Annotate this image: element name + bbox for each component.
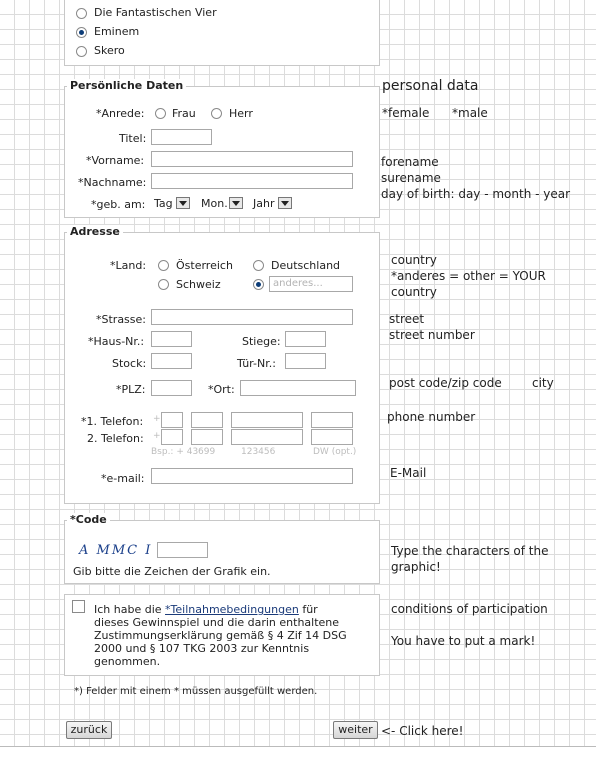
tel1-label: *1. Telefon:	[81, 415, 144, 428]
country-switzerland-label: Schweiz	[176, 278, 221, 291]
tel-hint-dw: DW (opt.)	[313, 447, 357, 457]
anrede-frau-radio[interactable]	[155, 108, 166, 119]
annotation-surename: surename	[381, 171, 441, 185]
haus-nr-input[interactable]	[151, 331, 192, 347]
stiege-label: Stiege:	[242, 335, 281, 348]
annotation-conditions: conditions of participation	[391, 602, 548, 616]
annotation-other: *anderes = other = YOUR	[391, 269, 546, 283]
month-select-chevron-down-icon[interactable]	[229, 197, 243, 209]
titel-label: Titel:	[119, 132, 147, 145]
personal-data-legend: Persönliche Daten	[67, 79, 186, 92]
email-input[interactable]	[151, 468, 353, 484]
day-select-chevron-down-icon[interactable]	[176, 197, 190, 209]
terms-link[interactable]: *Teilnahmebedingungen	[165, 603, 299, 616]
tuer-nr-input[interactable]	[285, 353, 326, 369]
country-switzerland-radio[interactable]	[158, 279, 169, 290]
anrede-herr-radio[interactable]	[211, 108, 222, 119]
terms-line-1	[94, 603, 318, 616]
strasse-label: *Strasse:	[96, 313, 146, 326]
tel2-plus: +	[153, 431, 161, 441]
email-label: *e-mail:	[101, 472, 145, 485]
annotation-mark: You have to put a mark!	[391, 634, 536, 648]
terms-checkbox[interactable]	[72, 600, 85, 613]
titel-input[interactable]	[151, 129, 212, 145]
ort-input[interactable]	[240, 380, 356, 396]
code-legend: *Code	[67, 513, 110, 526]
stock-label: Stock:	[112, 357, 147, 370]
country-germany-radio[interactable]	[253, 260, 264, 271]
annotation-click-here: <- Click here!	[381, 724, 464, 738]
annotation-phone: phone number	[387, 410, 476, 424]
annotation-country-2: country	[391, 285, 437, 299]
annotation-male: *male	[452, 106, 488, 120]
haus-nr-label: *Haus-Nr.:	[88, 335, 145, 348]
terms-line-2: dieses Gewinnspiel und die darin enthaltene	[94, 616, 340, 629]
country-austria-radio[interactable]	[158, 260, 169, 271]
annotation-city: city	[532, 376, 554, 390]
tel2-dw-input[interactable]	[311, 429, 353, 445]
geb-label: *geb. am:	[91, 198, 146, 211]
annotation-street-number: street number	[389, 328, 475, 342]
annotation-street: street	[389, 312, 425, 326]
poll-radio-eminem[interactable]	[76, 27, 87, 38]
country-other-input[interactable]: anderes...	[269, 276, 353, 292]
captcha-instruction: Gib bitte die Zeichen der Grafik ein.	[73, 565, 271, 578]
tel2-number-input[interactable]	[231, 429, 303, 445]
address-legend: Adresse	[67, 225, 123, 238]
tel2-country-input[interactable]	[161, 429, 183, 445]
vorname-input[interactable]	[151, 151, 353, 167]
tel-hint-area: 699	[198, 447, 216, 457]
tel1-area-input[interactable]	[191, 412, 223, 428]
tel1-number-input[interactable]	[231, 412, 303, 428]
captcha-image: A MMC I	[79, 543, 153, 558]
day-select-label[interactable]: Tag	[154, 197, 173, 210]
annotation-email: E-Mail	[390, 466, 427, 480]
terms-line-4: 2000 und § 107 TKG 2003 zur Kenntnis	[94, 642, 310, 655]
terms-line-3: Zustimmungserklärung gemäß § 4 Zif 14 DSG	[94, 629, 347, 642]
back-button[interactable]: zurück	[66, 721, 112, 739]
plz-label: *PLZ:	[116, 383, 146, 396]
tel1-plus: +	[153, 414, 161, 424]
terms-prefix: Ich habe die	[94, 603, 166, 616]
month-select-label[interactable]: Mon.	[201, 197, 228, 210]
country-austria-label: Österreich	[176, 259, 233, 272]
vorname-label: *Vorname:	[86, 154, 145, 167]
terms-line-5: genommen.	[94, 655, 161, 668]
ort-label: *Ort:	[208, 383, 235, 396]
tel1-dw-input[interactable]	[311, 412, 353, 428]
annotation-birth: day of birth: day - month - year	[381, 187, 571, 201]
tel2-area-input[interactable]	[191, 429, 223, 445]
annotation-personal-data: personal data	[382, 78, 479, 94]
poll-option-label: Eminem	[94, 25, 140, 38]
country-other-radio[interactable]	[253, 279, 264, 290]
required-note: *) Felder mit einem * müssen ausgefüllt werden.	[74, 686, 318, 697]
annotation-graphic: graphic!	[391, 560, 441, 574]
bottom-edge	[0, 746, 596, 757]
anrede-frau-label: Frau	[172, 107, 196, 120]
poll-radio-fanta4[interactable]	[76, 8, 87, 19]
poll-option-label: Skero	[94, 44, 125, 57]
poll-option-label: Die Fantastischen Vier	[94, 6, 217, 19]
land-label: *Land:	[110, 259, 147, 272]
country-germany-label: Deutschland	[271, 259, 341, 272]
stiege-input[interactable]	[285, 331, 326, 347]
tel1-country-input[interactable]	[161, 412, 183, 428]
annotation-type-chars: Type the characters of the	[391, 544, 549, 558]
poll-radio-skero[interactable]	[76, 46, 87, 57]
captcha-input[interactable]	[157, 542, 208, 558]
terms-line1-suffix: für	[298, 603, 318, 616]
anrede-herr-label: Herr	[229, 107, 253, 120]
anrede-label: *Anrede:	[96, 107, 145, 120]
year-select-label[interactable]: Jahr	[253, 197, 275, 210]
plz-input[interactable]	[151, 380, 192, 396]
year-select-chevron-down-icon[interactable]	[278, 197, 292, 209]
tel-hint-number: 123456	[241, 447, 276, 457]
next-button[interactable]: weiter	[333, 721, 378, 739]
annotation-country: country	[391, 253, 437, 267]
tel2-label: 2. Telefon:	[87, 432, 144, 445]
annotation-postcode: post code/zip code	[389, 376, 502, 390]
tel-hint-example: Bsp.: + 43	[151, 447, 199, 457]
stock-input[interactable]	[151, 353, 192, 369]
nachname-input[interactable]	[151, 173, 353, 189]
strasse-input[interactable]	[151, 309, 353, 325]
tuer-nr-label: Tür-Nr.:	[237, 357, 276, 370]
annotation-female: *female	[382, 106, 430, 120]
annotation-forename: forename	[381, 155, 439, 169]
nachname-label: *Nachname:	[78, 176, 147, 189]
